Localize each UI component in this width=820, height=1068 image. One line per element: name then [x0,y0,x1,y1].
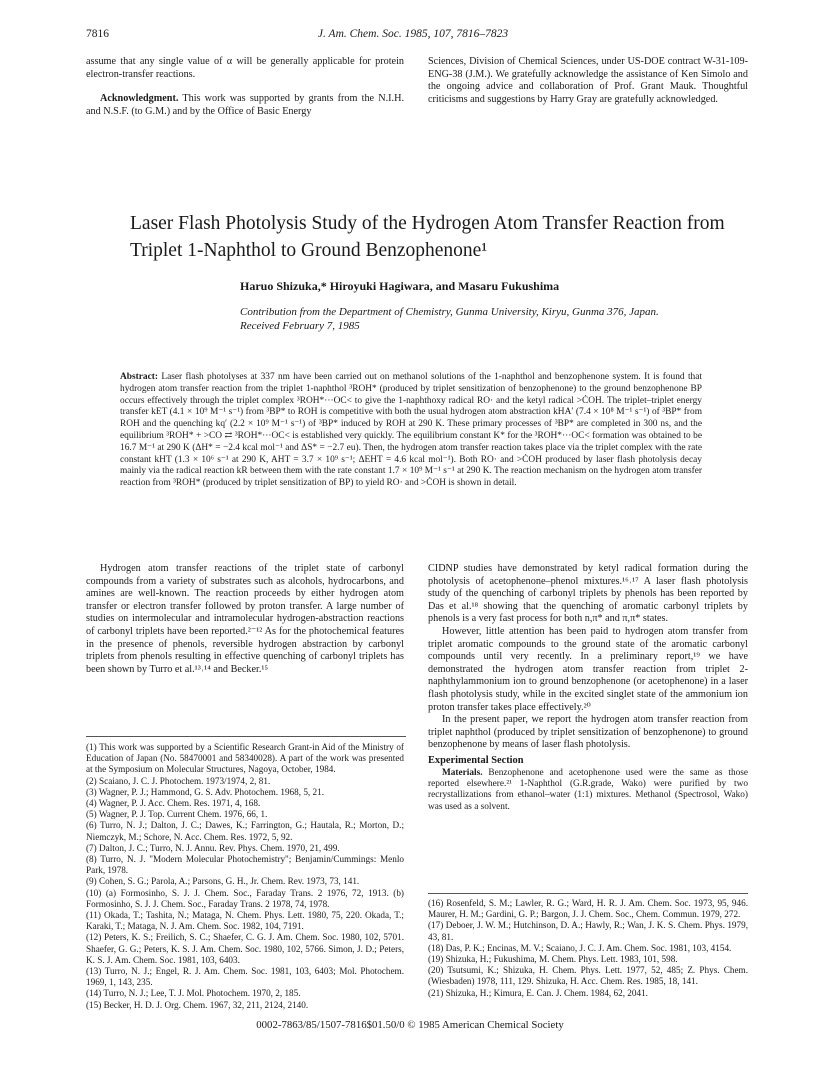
footnote: (19) Shizuka, H.; Fukushima, M. Chem. Phys. Lett. 1983, 101, 598. [428,954,678,965]
footnote: (9) Cohen, S. G.; Parola, A.; Parsons, G. H., Jr. Chem. Rev. 1973, 73, 141. [86,876,360,887]
footnote: (20) Tsutsumi, K.; Shizuka, H. Chem. Phys. Lett. 1977, 52, 485; Z. Phys. Chem. (Wiesbaden) 1978, 111, 129. Shizuka, H. Acc. Chem. Res. 1985, 18, 141. [428,965,748,987]
footnote: (1) This work was supported by a Scientific Research Grant-in Aid of the Ministry of Education of Japan (No. 58470001 and 58340028). A part of the work was presented at the Symposium on Molecular Structures, Nagoya, October, 1984. [86,742,404,775]
footnote-divider [86,736,406,737]
footnote: (10) (a) Formosinho, S. J. J. Chem. Soc., Faraday Trans. 2 1976, 72, 1913. (b) Formosinho, S. J. J. Chem. Soc., Faraday Trans. 2 1978, 74, 1978. [86,887,404,909]
acknowledgment-text: This work was supported by grants from the N.I.H. and N.S.F. (to G.M.) and by the Office of Basic Energy [86,93,404,117]
footnote: (14) Turro, N. J.; Lee, T. J. Mol. Photochem. 1970, 2, 185. [86,988,301,999]
body-left-column [86,563,404,676]
prev-article-right-column [428,56,748,106]
materials-text: Benzophenone and acetophenone used were the same as those reported elsewhere.²¹ 1-Naphthol (G.R.grade, Wako) were purified by two recrystallizations from ethanol–water (1:1) mixtures. Methanol (Spectrosol, Wako) was used as a solvent. [428,767,748,812]
affiliation-text: Contribution from the Department of Chemistry, Gunma University, Kiryu, Gunma 376, Japan. [240,306,659,318]
footnote: (4) Wagner, P. J. Acc. Chem. Res. 1971, 4, 168. [86,798,261,809]
footnote: (2) Scaiano, J. C. J. Photochem. 1973/1974, 2, 81. [86,775,271,786]
footnote: (15) Becker, H. D. J. Org. Chem. 1967, 32, 211, 2124, 2140. [86,999,309,1010]
footnotes-left [86,742,404,1011]
footnote: (13) Turro, N. J.; Engel, R. J. Am. Chem. Soc. 1981, 103, 6403; Mol. Photochem. 1969, 1, 143, 235. [86,966,404,988]
footnote-divider-right [428,893,748,894]
received-date: Received February 7, 1985 [240,319,360,332]
intro-paragraph: Hydrogen atom transfer reactions of the triplet state of carbonyl compounds from a variety of substrates such as alcohols, hydrocarbons, and amines are well-known. The reaction proceeds by either hydrogen atom transfer or electron transfer followed by proton transfer. A large number of studies on intermolecular and intramolecular hydrogen-abstraction reactions of carbonyl triplets have been reported.²⁻¹² As for the photochemical features in the presence of phenols, reversible hydrogen abstraction by carbonyl triplets from phenols resulting in effective quenching of carbonyl triplets has been shown by Turro et al.¹³˒¹⁴ and Becker.¹⁵ [86,563,404,675]
footnote: (5) Wagner, P. J. Top. Current Chem. 1976, 66, 1. [86,809,268,820]
abstract [120,372,702,490]
footnote: (3) Wagner, P. J.; Hammond, G. S. Adv. Photochem. 1968, 5, 21. [86,786,325,797]
prev-article-left-column [86,56,404,118]
materials-label: Materials. [442,767,483,778]
acknowledgment-paragraph [86,93,404,118]
footnote: (12) Peters, K. S.; Freilich, S. C.; Shaefer, C. G. J. Am. Chem. Soc. 1980, 102, 5701. Shaefer, G. G.; Peters, K. S. J. Am. Chem. Soc. 1980, 102, 5766. Simon, J. D.; Peters, K. S. J. Am. Chem. Soc. 1981, 103, 6403. [86,932,404,965]
article-title: Laser Flash Photolysis Study of the Hydrogen Atom Transfer Reaction from Triplet 1-Naphthol to Ground Benzophenone¹ [130,213,725,261]
page-number: 7816 [86,28,109,40]
prev-article-left-text: assume that any single value of α will be generally applicable for protein electron-transfer reactions. [86,56,404,80]
cidnp-paragraph: CIDNP studies have demonstrated by ketyl radical formation during the photolysis of acetophenone–phenol mixtures.¹⁶˒¹⁷ A laser flash photolysis study of the quenching of carbonyl triplets by phenols has been reported by Das et al.¹⁸ showing that the quenching of aromatic carbonyl triplets by phenols is a very fast process for both n,π* and π,π* states. [428,563,748,625]
footnote: (18) Das, P. K.; Encinas, M. V.; Scaiano, J. C. J. Am. Chem. Soc. 1981, 103, 4154. [428,942,732,953]
article-authors: Haruo Shizuka,* Hiroyuki Hagiwara, and Masaru Fukushima [240,279,560,293]
footnote: (21) Shizuka, H.; Kimura, E. Can. J. Chem. 1984, 62, 2041. [428,987,648,998]
body-right-column [428,563,748,813]
footnote: (16) Rosenfeld, S. M.; Lawler, R. G.; Ward, H. R. J. Am. Chem. Soc. 1973, 95, 946. Maurer, H. M.; Gardini, G. P.; Bargon, J. J. Chem. Soc., Chem. Commun. 1979, 272. [428,898,748,920]
present-paper-paragraph: In the present paper, we report the hydrogen atom transfer reaction from triplet naphthol (produced by triplet sensitization of benzophenone) to ground benzophenone by means of laser flash photolysis. [428,714,748,751]
materials-paragraph [428,768,748,814]
journal-citation: J. Am. Chem. Soc. 1985, 107, 7816–7823 [317,28,509,40]
article-affiliation [240,306,740,333]
footnote: (6) Turro, N. J.; Dalton, J. C.; Dawes, K.; Farrington, G.; Hautala, R.; Morton, D.; Niemczyk, M.; Schore, N. Acc. Chem. Res. 1972, 5, 92. [86,820,404,842]
footnotes-right [428,893,748,999]
running-header [86,28,740,44]
footnote: (17) Deboer, J. W. M.; Hutchinson, D. A.; Hawly, R.; Wan, J. K. S. Chem. Phys. 1979, 43, 81. [428,920,748,942]
footnote: (7) Dalton, J. C.; Turro, N. J. Annu. Rev. Phys. Chem. 1970, 21, 499. [86,842,340,853]
footnote: (11) Okada, T.; Tashita, N.; Mataga, N. Chem. Phys. Lett. 1980, 75, 220. Okada, T.; Karaki, T.; Mataga, N. J. Am. Chem. Soc. 1982, 104, 7191. [86,910,404,932]
prior-work-paragraph: However, little attention has been paid to hydrogen atom transfer from triplet aromatic compounds to the ground state of the aromatic carbonyl compounds until very recently. In a preliminary report,¹⁹ we have demonstrated the hydrogen atom transfer reaction from triplet 2-naphthylammonium ion to ground benzophenone (or acetophenone) in a laser flash photolysis study, while in the excited singlet state of the ammonium ion proton transfer takes place effectively.²⁰ [428,625,748,713]
abstract-text: Laser flash photolyses at 337 nm have been carried out on methanol solutions of the 1-naphthol and benzophenone system. It is found that hydrogen atom transfer reaction from the triplet 1-naphthol ³ROH* (produced by triplet sensitization of benzophenone) to the ground benzophenone BP occurs effectively through the triplet complex ³ROH*···OC< to give the 1-naphthoxy radical RO· and the ketyl radical >ĊOH. The triplet–triplet energy transfer kET (4.1 × 10⁹ M⁻¹ s⁻¹) from ³BP* to ROH is competitive with both the usual hydrogen atom abstraction kHA′ (7.4 × 10⁸ M⁻¹ s⁻¹) of ³BP* from ROH and the quenching kq′ (2.2 × 10⁹ M⁻¹ s⁻¹) of ³BP* induced by ROH at 290 K. These primary processes of ³BP* are completed in 300 ns, and the equilibrium ³ROH* + >CO ⇄ ³ROH*···OC< is established very quickly. The equilibrium constant K* for the ³ROH*···OC< formation was obtained to be 16.7 M⁻¹ at 290 K (ΔH* = −2.4 kcal mol⁻¹ and ΔS* = −2.7 eu). Then, the hydrogen atom transfer reaction takes place via the triplet complex with the rate constant kHT (1.3 × 10⁶ s⁻¹ at 290 K, AHT = 3.7 × 10⁹ s⁻¹; ΔEHT = 4.6 kcal mol⁻¹). Both RO· and >ĊOH produced by laser flash photolysis decay mainly via the radical reaction kR between them with the rate constant 1.7 × 10⁹ M⁻¹ s⁻¹ at 290 K. The reaction mechanism on the hydrogen atom transfer reaction from ³ROH* (produced by triplet sensitization of BP) to yield RO· and >ĊOH is shown in detail. [120,372,702,489]
acknowledgment-label: Acknowledgment. [100,93,179,105]
abstract-label: Abstract: [120,372,159,382]
page-footer: 0002-7863/85/1507-7816$01.50/0 © 1985 American Chemical Society [256,1019,564,1031]
footnote: (8) Turro, N. J. "Modern Molecular Photochemistry"; Benjamin/Cummings: Menlo Park, 1978. [86,854,404,876]
prev-article-right-text: Sciences, Division of Chemical Sciences, under US-DOE contract W-31-109-ENG-38 (J.M.). We gratefully acknowledge the assistance of Ken Simolo and the ongoing advice and collaboration of Prof. Grant Mauk. Thoughtful criticisms and suggestions by Harry Gray are gratefully acknowledged. [428,56,748,105]
section-heading-experimental: Experimental Section [428,754,524,766]
